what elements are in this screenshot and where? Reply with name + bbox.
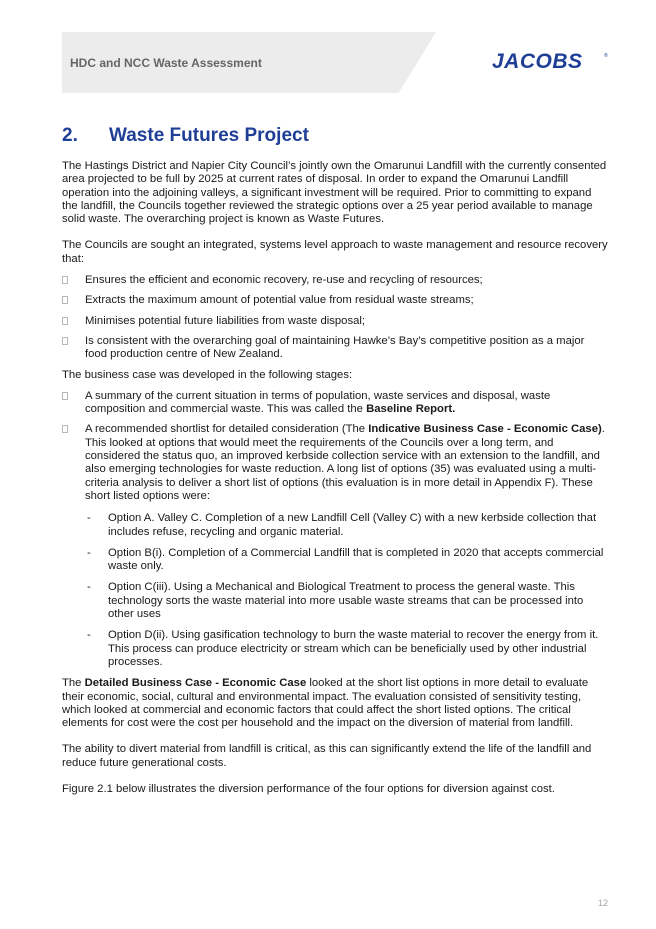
divert-paragraph: The ability to divert material from landfill is critical, as this can significantly extend the life of the landfill and reduce future generational costs.	[62, 743, 592, 769]
dash-bullet: -	[87, 581, 91, 594]
baseline-report-label: Baseline Report.	[366, 403, 456, 416]
option-item: - Option B(i). Completion of a Commercial Landfill that is completed in 2020 that accepts commercial waste only.	[87, 546, 604, 573]
list-item: Ensures the efficient and economic recovery, re-use and recycling of resources;	[62, 274, 608, 287]
stages-list	[62, 390, 608, 669]
list-item: Extracts the maximum amount of potential value from residual waste streams;	[62, 294, 608, 307]
indicative-business-case-label: Indicative Business Case - Economic Case)	[368, 423, 602, 436]
document-header-title: HDC and NCC Waste Assessment	[70, 56, 262, 70]
section-title: Waste Futures Project	[109, 125, 309, 146]
option-item: - Option C(iii). Using a Mechanical and Biological Treatment to process the general waste. This technology sorts the waste material into more usable waste streams that can be processed into other uses	[87, 581, 584, 621]
dash-bullet: -	[87, 512, 91, 525]
jacobs-logo: JACOBS	[492, 50, 583, 73]
approach-intro: The Councils are sought an integrated, systems level approach to waste management and resource recovery that:	[62, 239, 608, 265]
list-item: A recommended shortlist for detailed consideration (The Indicative Business Case - Economic Case). This looked at options that would meet the requirements of the Councils over a long term, and considered the status quo, an improved kerbside collection service with an extension to the landfill, and also emerging technologies for waste reduction. A long list of options (35) was evaluated using a multi-criteria analysis to deliver a short list of options (this evaluation is in more detail in Appendix F). These short listed options were: - Option A. Valley C. Completion of a new Landfill Cell (Valley C) with a new kerbside collection that includes refuse, recycling and organic material. - Option B(i). Completion of a Commercial Landfill that is completed in 2020 that accepts commercial waste only. - Option C(iii). Using a Mechanical and Biological Treatment to process the general waste. This technology sorts the waste material into more usable waste streams that can be processed into other uses - Option D(ii). Using gasification technology to burn the waste material to recover the energy from it. This process can produce electricity or stream which can be beneficially used by other industrial processes.	[62, 423, 608, 669]
options-list	[85, 512, 608, 669]
bullet-box-icon	[62, 317, 68, 325]
dash-bullet: -	[87, 629, 91, 642]
dash-bullet: -	[87, 546, 91, 559]
section-number: 2.	[62, 125, 78, 146]
stages-intro: The business case was developed in the following stages:	[62, 368, 353, 381]
detailed-business-case-label: Detailed Business Case - Economic Case	[84, 677, 307, 690]
body-content	[62, 160, 608, 796]
detailed-business-case-paragraph: The Detailed Business Case - Economic Case looked at the short list options in more detail to evaluate their economic, social, cultural and environmental impact. The evaluation consisted of sensitivity testing, which looked at commercial and economic factors that could affect the short listed options. The critical elements for cost were the cost per household and the impact on the diversion of material from landfill.	[62, 677, 589, 730]
page-number: 12	[597, 898, 608, 908]
bullet-box-icon	[62, 276, 68, 284]
figure-reference-paragraph: Figure 2.1 below illustrates the diversion performance of the four options for diversion against cost.	[62, 782, 555, 795]
approach-list	[62, 274, 608, 361]
option-item: - Option D(ii). Using gasification technology to burn the waste material to recover the energy from it. This process can produce electricity or stream which can be beneficially used by other industrial processes.	[87, 629, 599, 668]
list-item: Minimises potential future liabilities from waste disposal;	[62, 315, 608, 328]
option-item: - Option A. Valley C. Completion of a new Landfill Cell (Valley C) with a new kerbside collection that includes refuse, recycling and organic material.	[87, 512, 597, 538]
bullet-box-icon	[62, 425, 68, 433]
bullet-box-icon	[62, 337, 68, 345]
intro-paragraph: The Hastings District and Napier City Council’s jointly own the Omarunui Landfill with the currently consented area projected to be full by 2025 at current rates of disposal. In order to expand the Omarunui Landfill operation into the adjoining valleys, a significant investment will be required. Prior to committing to expand the landfill, the Councils together reviewed the strategic options over a 25 year period available to manage solid waste. The overarching project is known as Waste Futures.	[62, 160, 607, 226]
registered-mark: ®	[604, 53, 608, 59]
bullet-box-icon	[62, 296, 68, 304]
bullet-box-icon	[62, 392, 68, 400]
list-item: Is consistent with the overarching goal of maintaining Hawke’s Bay’s competitive position as a major food production centre of New Zealand.	[62, 335, 608, 362]
section-heading	[62, 125, 309, 147]
list-item: A summary of the current situation in terms of population, waste services and disposal, waste composition and commercial waste. This was called the Baseline Report.	[62, 390, 608, 417]
